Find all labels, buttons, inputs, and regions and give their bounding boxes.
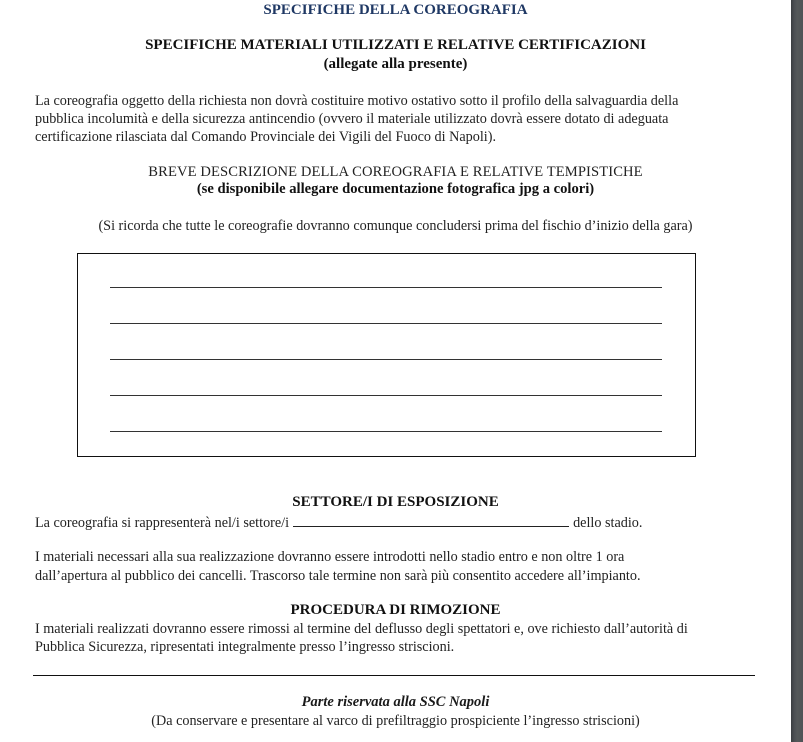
description-box[interactable] [77,253,696,457]
sectors-line [35,512,642,532]
page-title: SPECIFICHE DELLA COREOGRAFIA [263,2,528,18]
section-divider [33,675,755,676]
description-write-line[interactable] [110,431,662,432]
materials-heading: SPECIFICHE MATERIALI UTILIZZATI E RELATIVE CERTIFICAZIONI [145,37,646,53]
description-write-line[interactable] [110,323,662,324]
sector-input-blank[interactable] [293,512,569,527]
description-note: (Si ricorda che tutte le coreografie dovranno comunque concludersi prima del fischio d’inizio della gara) [98,218,693,234]
viewer-scrollbar[interactable] [791,0,803,742]
description-write-line[interactable] [110,287,662,288]
materials-subheading: (allegate alla presente) [323,56,468,72]
reserved-note: (Da conservare e presentare al varco di prefiltraggio prospiciente l’ingresso striscioni) [151,713,640,729]
removal-text-line: I materiali realizzati dovranno essere rimossi al termine del deflusso degli spettatori e, ove richiesto dall’autorità di [35,621,688,637]
sectors-text-line: I materiali necessari alla sua realizzazione dovranno essere introdotti nello stadio entro e non oltre 1 ora [35,549,625,565]
removal-heading: PROCEDURA DI RIMOZIONE [290,602,501,618]
description-write-line[interactable] [110,359,662,360]
materials-text-line: pubblica incolumità e della sicurezza antincendio (ovvero il materiale utilizzato dovrà essere dotato di adeguata [35,111,669,127]
sectors-text-line: dall’apertura al pubblico dei cancelli. Trascorso tale termine non sarà più consentito accedere all’impianto. [35,568,641,584]
sectors-line-suffix: dello stadio. [573,515,643,531]
materials-text-line: La coreografia oggetto della richiesta non dovrà costituire motivo ostativo sotto il profilo della salvaguardia della [35,93,679,109]
description-write-line[interactable] [110,395,662,396]
reserved-heading: Parte riservata alla SSC Napoli [301,694,490,710]
description-subheading: (se disponibile allegare documentazione fotografica jpg a colori) [196,181,595,197]
materials-text-line: certificazione rilasciata dal Comando Provinciale dei Vigili del Fuoco di Napoli). [35,129,497,145]
sectors-line-prefix: La coreografia si rappresenterà nel/i settore/i [35,515,290,531]
sectors-heading: SETTORE/I DI ESPOSIZIONE [292,494,499,510]
removal-text-line: Pubblica Sicurezza, ripresentati integralmente presso l’ingresso striscioni. [35,639,455,655]
description-heading: BREVE DESCRIZIONE DELLA COREOGRAFIA E RELATIVE TEMPISTICHE [148,164,643,180]
